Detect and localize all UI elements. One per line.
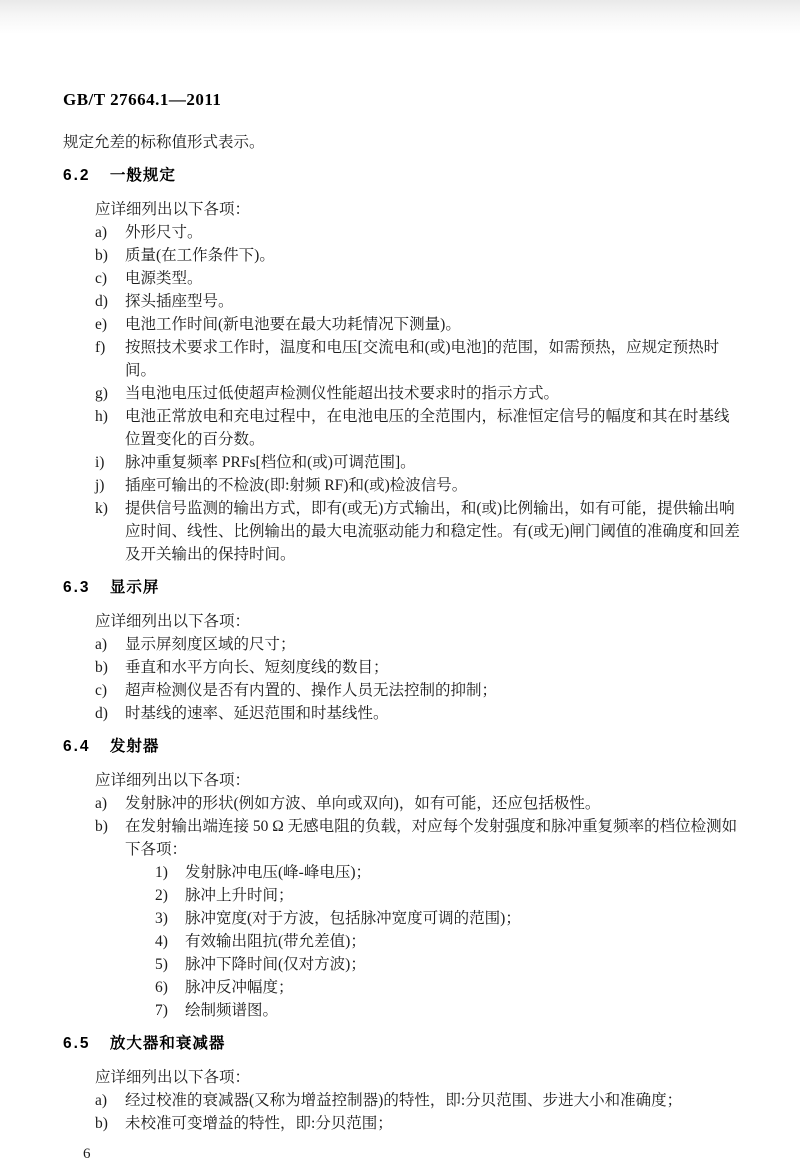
item-text: 电池工作时间(新电池要在最大功耗情况下测量)。 [125,316,461,333]
item-list [95,633,742,725]
item-text: 脉冲重复频率 PRFs[档位和(或)可调范围]。 [125,454,416,471]
item-label: f) [95,339,106,356]
section-number: 6.5 [63,1035,91,1052]
item-text: 插座可输出的不检波(即:射频 RF)和(或)检波信号。 [125,477,468,494]
section-6-3 [63,577,742,725]
lead-paragraph: 规定允差的标称值形式表示。 [63,134,265,151]
item-text: 在发射输出端连接 50 Ω 无感电阻的负载，对应每个发射强度和脉冲重复频率的档位检测如下各项： [125,818,738,858]
sub-list-item [155,861,742,884]
item-text: 电源类型。 [125,270,203,287]
section-heading [63,1033,742,1055]
list-item [95,1089,742,1112]
sub-list-item [155,907,742,930]
list-item [95,815,742,861]
item-label: j) [95,477,105,494]
item-text: 外形尺寸。 [125,224,203,241]
item-label: 6) [155,979,168,996]
item-text: 提供信号监测的输出方式，即有(或无)方式输出，和(或)比例输出，如有可能，提供输出响应时间、线性、比例输出的最大电流驱动能力和稳定性。有(或无)闸门阈值的准确度和回差及开关输出的保持时间。 [125,500,740,563]
section-number: 6.4 [63,738,91,755]
item-label: d) [95,705,108,722]
item-label: h) [95,408,108,425]
section-6-4 [63,736,742,1022]
item-text: 绘制频谱图。 [185,1002,279,1019]
item-label: c) [95,270,108,287]
sub-list-item [155,976,742,999]
item-label: c) [95,682,108,699]
item-label: k) [95,500,108,517]
list-item [95,221,742,244]
item-list [95,792,742,1022]
sub-list-item [155,999,742,1022]
section-title: 放大器和衰减器 [109,1035,226,1052]
item-label: 2) [155,887,168,904]
section-title: 一般规定 [109,167,176,184]
list-item [95,244,742,267]
item-label: b) [95,1115,108,1132]
section-intro: 应详细列出以下各项： [95,613,251,630]
item-text: 垂直和水平方向长、短刻度线的数目； [125,659,389,676]
item-label: 1) [155,864,168,881]
list-item [95,405,742,451]
list-item [95,679,742,702]
section-intro: 应详细列出以下各项： [95,201,251,218]
section-intro: 应详细列出以下各项： [95,1069,251,1086]
section-heading [63,577,742,599]
section-intro: 应详细列出以下各项： [95,772,251,789]
section-6-5 [63,1033,742,1135]
section-6-2 [63,165,742,566]
item-text: 质量(在工作条件下)。 [125,247,275,264]
sub-list-item [155,884,742,907]
list-item [95,656,742,679]
list-item [95,382,742,405]
item-label: a) [95,1092,108,1109]
page-number: 6 [83,1146,91,1162]
list-item [95,633,742,656]
item-text: 未校准可变增益的特性，即:分贝范围； [125,1115,393,1132]
item-label: i) [95,454,105,471]
list-item [95,336,742,382]
item-text: 探头插座型号。 [125,293,234,310]
item-label: 3) [155,910,168,927]
list-item [95,290,742,313]
section-number: 6.3 [63,579,91,596]
standard-number-header: GB/T 27664.1—2011 [63,90,222,109]
item-label: b) [95,247,108,264]
item-text: 脉冲下降时间(仅对方波)； [185,956,366,973]
item-label: 4) [155,933,168,950]
item-text: 脉冲反冲幅度； [185,979,294,996]
sub-list-item [155,930,742,953]
scan-edge-shading [0,0,800,34]
section-title: 发射器 [109,738,160,755]
item-text: 脉冲上升时间； [185,887,294,904]
item-label: b) [95,659,108,676]
item-text: 发射脉冲的形状(例如方波、单向或双向)，如有可能，还应包括极性。 [125,795,601,812]
list-item [95,1112,742,1135]
item-label: e) [95,316,108,333]
item-label: a) [95,636,108,653]
list-item [95,451,742,474]
item-text: 当电池电压过低使超声检测仪性能超出技术要求时的指示方式。 [125,385,560,402]
page-content [63,90,742,1164]
item-text: 发射脉冲电压(峰-峰电压)； [185,864,371,881]
sub-item-list [155,861,742,1022]
list-item [95,497,742,566]
item-list [95,221,742,566]
item-text: 经过校准的衰减器(又称为增益控制器)的特性，即:分贝范围、步进大小和准确度； [125,1092,683,1109]
item-label: d) [95,293,108,310]
item-label: b) [95,818,108,835]
item-text: 按照技术要求工作时，温度和电压[交流电和(或)电池]的范围，如需预热，应规定预热时间。 [125,339,720,379]
section-heading [63,165,742,187]
item-text: 超声检测仪是否有内置的、操作人员无法控制的抑制； [125,682,498,699]
item-text: 脉冲宽度(对于方波，包括脉冲宽度可调的范围)； [185,910,521,927]
list-item [95,313,742,336]
item-text: 电池正常放电和充电过程中，在电池电压的全范围内，标准恒定信号的幅度和其在时基线位置变化的百分数。 [125,408,730,448]
item-text: 时基线的速率、延迟范围和时基线性。 [125,705,389,722]
item-label: g) [95,385,108,402]
sub-list-item [155,953,742,976]
list-item [95,267,742,290]
item-label: a) [95,795,108,812]
item-label: 5) [155,956,168,973]
section-number: 6.2 [63,167,91,184]
item-label: a) [95,224,108,241]
item-label: 7) [155,1002,168,1019]
list-item [95,792,742,815]
section-title: 显示屏 [109,579,160,596]
item-text: 显示屏刻度区域的尺寸； [125,636,296,653]
list-item [95,474,742,497]
item-text: 有效输出阻抗(带允差值)； [185,933,366,950]
section-heading [63,736,742,758]
item-list [95,1089,742,1135]
list-item [95,702,742,725]
